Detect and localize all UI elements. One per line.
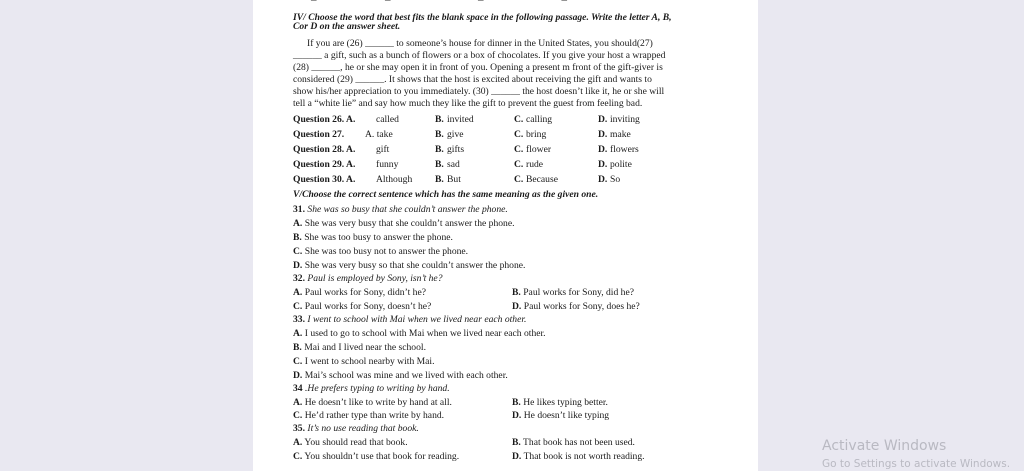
- question-label: Question 29. A.: [293, 159, 356, 170]
- option-d-key: D.: [598, 159, 608, 170]
- option-text: He likes typing better.: [523, 397, 608, 408]
- option-key: D.: [293, 260, 303, 271]
- option-d: So: [610, 174, 621, 185]
- option-text: She was too busy not to answer the phone.: [304, 246, 469, 257]
- option-key: D.: [512, 451, 522, 462]
- section5-title: V/Choose the correct sentence which has the same meaning as the given one.: [293, 189, 599, 200]
- option-d-key: D.: [598, 174, 608, 185]
- option-key: D.: [293, 370, 303, 381]
- activate-windows-title: Activate Windows: [822, 438, 947, 454]
- option-line: [293, 342, 426, 353]
- option-c-key: C.: [514, 159, 524, 170]
- question-number: 34: [293, 383, 303, 394]
- option-text: You shouldn’t use that book for reading.: [304, 451, 460, 462]
- question-prompt: .He prefers typing to writing by hand.: [305, 383, 450, 394]
- option-b: gifts: [447, 144, 465, 155]
- option-key: C.: [293, 301, 303, 312]
- option-d: [512, 410, 609, 421]
- section4-title-line2: Cor D on the answer sheet.: [293, 21, 401, 32]
- question-prompt: She was so busy that she couldn’t answer the phone.: [307, 204, 508, 215]
- option-text: Paul works for Sony, didn’t he?: [304, 287, 426, 298]
- option-text: I went to school nearby with Mai.: [304, 356, 435, 367]
- option-c-key: C.: [514, 114, 524, 125]
- option-d-key: D.: [598, 129, 608, 140]
- option-c-key: C.: [514, 144, 524, 155]
- option-c: [293, 301, 431, 312]
- passage-line: show his/her appreciation to you immediately. (30) ______ the host doesn’t like it, he or she will: [293, 86, 665, 97]
- option-line: [293, 328, 546, 339]
- passage-line: tell a “white lie” and say how much they like the gift to prevent the guest from feeling bad.: [293, 98, 643, 109]
- option-key: A.: [293, 437, 303, 448]
- option-a: [293, 397, 452, 408]
- option-b: [512, 437, 635, 448]
- question-number: 31.: [293, 204, 305, 215]
- option-text: Mai’s school was mine and we lived with each other.: [304, 370, 508, 381]
- option-b: [512, 287, 634, 298]
- option-c: rude: [526, 159, 544, 170]
- cropped-previous-line: – – – –: [311, 0, 569, 6]
- option-key: B.: [293, 232, 302, 243]
- option-text: She was very busy so that she couldn’t answer the phone.: [304, 260, 526, 271]
- option-b: [512, 397, 608, 408]
- option-c: bring: [526, 129, 547, 140]
- question-label: Question 30. A.: [293, 174, 356, 185]
- option-text: Paul works for Sony, doesn’t he?: [304, 301, 432, 312]
- option-b-key: B.: [435, 159, 444, 170]
- option-a: [293, 287, 426, 298]
- option-text: You should read that book.: [304, 437, 408, 448]
- option-b: sad: [447, 159, 460, 170]
- option-line: [293, 356, 435, 367]
- passage-line: (28) ______, he or she may open it in front of you. Opening a present m front of the gift-giver is: [293, 62, 663, 73]
- option-b-key: B.: [435, 144, 444, 155]
- option-c: [293, 451, 459, 462]
- option-a: A. take: [365, 129, 393, 140]
- option-key: B.: [512, 397, 521, 408]
- option-key: D.: [512, 410, 522, 421]
- option-text: He’d rather type than write by hand.: [304, 410, 445, 421]
- option-b: invited: [447, 114, 474, 125]
- option-key: C.: [293, 451, 303, 462]
- option-key: A.: [293, 328, 303, 339]
- option-key: C.: [293, 246, 303, 257]
- option-b: But: [447, 174, 461, 185]
- option-key: A.: [293, 287, 303, 298]
- option-line: [293, 260, 525, 271]
- question-32: [293, 273, 443, 284]
- option-text: She was too busy to answer the phone.: [304, 232, 453, 243]
- question-prompt: Paul is employed by Sony, isn’t he?: [307, 273, 443, 284]
- option-key: C.: [293, 356, 303, 367]
- option-a: funny: [376, 159, 399, 170]
- passage-line: ______ a gift, such as a bunch of flowers or a box of chocolates. If you give your host a wrapped: [293, 50, 666, 61]
- option-d: [512, 301, 640, 312]
- option-line: [293, 370, 508, 381]
- activate-windows-subtitle: Go to Settings to activate Windows.: [822, 458, 1011, 470]
- option-text: I used to go to school with Mai when we lived near each other.: [304, 328, 546, 339]
- option-d: flowers: [610, 144, 639, 155]
- option-key: A.: [293, 397, 303, 408]
- option-d-key: D.: [598, 144, 608, 155]
- option-text: She was very busy that she couldn’t answer the phone.: [304, 218, 515, 229]
- option-key: B.: [512, 287, 521, 298]
- option-c-key: C.: [514, 129, 524, 140]
- question-prompt: I went to school with Mai when we lived near each other.: [307, 314, 527, 325]
- question-label: Question 28. A.: [293, 144, 356, 155]
- option-text: He doesn’t like to write by hand at all.: [304, 397, 452, 408]
- option-key: C.: [293, 410, 303, 421]
- option-text: Paul works for Sony, does he?: [523, 301, 640, 312]
- option-a: Although: [376, 174, 413, 185]
- option-d: polite: [610, 159, 632, 170]
- option-text: Paul works for Sony, did he?: [523, 287, 634, 298]
- option-key: B.: [512, 437, 521, 448]
- question-34: [293, 383, 450, 394]
- document-page: [253, 0, 758, 471]
- option-text: That book has not been used.: [523, 437, 635, 448]
- option-a: [293, 437, 408, 448]
- option-line: [293, 232, 453, 243]
- option-key: D.: [512, 301, 522, 312]
- question-prompt: It’s no use reading that book.: [307, 423, 419, 434]
- option-c: calling: [526, 114, 553, 125]
- option-d: make: [610, 129, 631, 140]
- passage-line: If you are (26) ______ to someone’s house for dinner in the United States, you should(27): [307, 38, 653, 49]
- option-c: flower: [526, 144, 552, 155]
- option-text: Mai and I lived near the school.: [304, 342, 426, 353]
- option-b-key: B.: [435, 129, 444, 140]
- question-label: Question 27.: [293, 129, 345, 140]
- question-number: 32.: [293, 273, 305, 284]
- option-b: give: [447, 129, 464, 140]
- option-a: called: [376, 114, 399, 125]
- option-text: He doesn’t like typing: [523, 410, 610, 421]
- question-31: [293, 204, 508, 215]
- option-key: B.: [293, 342, 302, 353]
- passage-line: considered (29) ______. It shows that the host is excited about receiving the gift and wants to: [293, 74, 652, 85]
- option-text: That book is not worth reading.: [523, 451, 645, 462]
- option-key: A.: [293, 218, 303, 229]
- question-label: Question 26. A.: [293, 114, 356, 125]
- option-line: [293, 218, 515, 229]
- option-c: [293, 410, 444, 421]
- section4-title-line1: IV/ Choose the word that best fits the blank space in the following passage. Write the letter A, B,: [293, 12, 672, 23]
- option-c: Because: [526, 174, 558, 185]
- option-c-key: C.: [514, 174, 524, 185]
- option-d-key: D.: [598, 114, 608, 125]
- option-b-key: B.: [435, 174, 444, 185]
- question-number: 35.: [293, 423, 305, 434]
- question-33: [293, 314, 526, 325]
- option-d: inviting: [610, 114, 640, 125]
- question-35: [293, 423, 419, 434]
- option-line: [293, 246, 468, 257]
- option-d: [512, 451, 645, 462]
- question-number: 33.: [293, 314, 305, 325]
- option-b-key: B.: [435, 114, 444, 125]
- option-a: gift: [376, 144, 390, 155]
